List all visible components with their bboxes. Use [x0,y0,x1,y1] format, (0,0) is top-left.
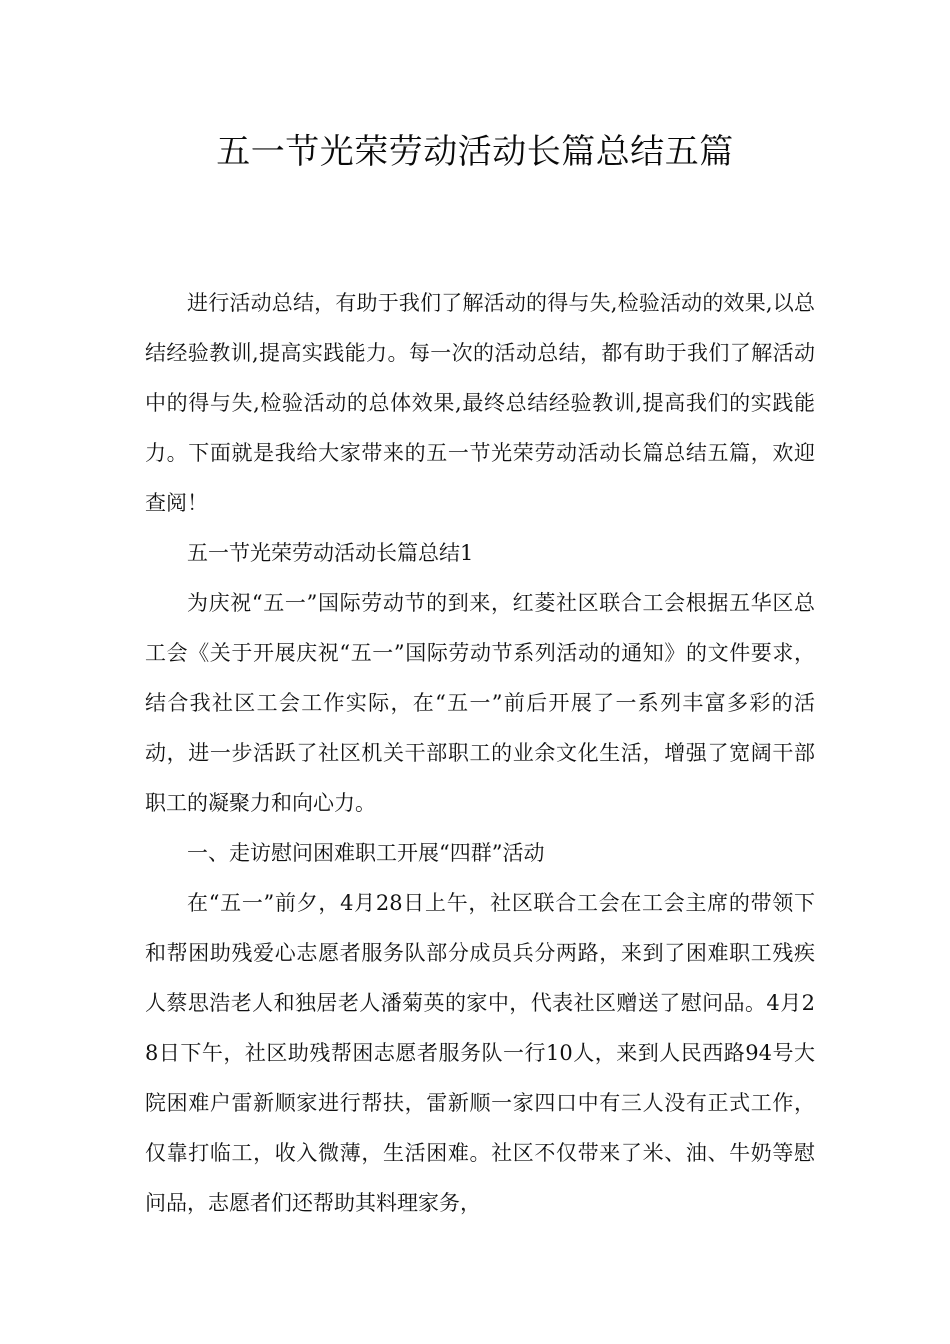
subsection-heading: 一、走访慰问困难职工开展“四群”活动 [187,841,545,865]
document-title: 五一节光荣劳动活动长篇总结五篇 [216,132,734,172]
intro-paragraph: 进行活动总结，有助于我们了解活动的得与失,检验活动的效果,以总结经验教训,提高实践能力。每一次的活动总结，都有助于我们了解活动中的得与失,检验活动的总体效果,最终总结经验教训,提高我们的实践能力。下面就是我给大家带来的五一节光荣劳动活动长篇总结五篇，欢迎查阅！ [145,291,815,515]
section-heading-1: 五一节光荣劳动活动长篇总结1 [187,541,474,565]
document-body [145,278,815,1228]
body-paragraph: 为庆祝“五一”国际劳动节的到来，红菱社区联合工会根据五华区总工会《关于开展庆祝“五一”国际劳动节系列活动的通知》的文件要求，结合我社区工会工作实际，在“五一”前后开展了一系列丰富多彩的活动，进一步活跃了社区机关干部职工的业余文化生活，增强了宽阔干部职工的凝聚力和向心力。 [145,591,815,815]
body-paragraph: 在“五一”前夕，4月28日上午，社区联合工会在工会主席的带领下和帮困助残爱心志愿者服务队部分成员兵分两路，来到了困难职工残疾人蔡思浩老人和独居老人潘菊英的家中，代表社区赠送了慰问品。4月28日下午，社区助残帮困志愿者服务队一行10人，来到人民西路94号大院困难户雷新顺家进行帮扶，雷新顺一家四口中有三人没有正式工作，仅靠打临工，收入微薄，生活困难。社区不仅带来了米、油、牛奶等慰问品，志愿者们还帮助其料理家务， [145,891,815,1215]
